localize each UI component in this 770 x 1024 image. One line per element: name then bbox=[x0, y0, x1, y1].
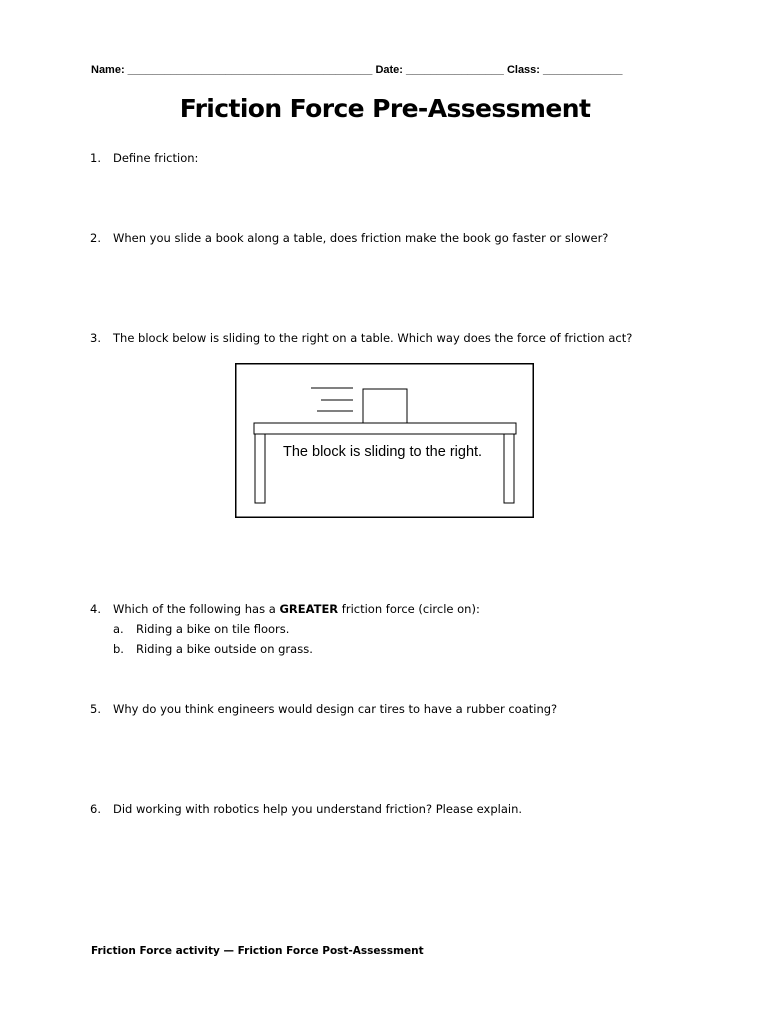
question-4 bbox=[90, 602, 480, 616]
figure-frame bbox=[236, 364, 534, 518]
figure-caption: The block is sliding to the right. bbox=[283, 444, 483, 460]
question-text: When you slide a book along a table, does friction make the book go faster or slower? bbox=[113, 231, 609, 245]
name-date-class-line: Name: ________________________________________ Date: ________________ Class: _____________ bbox=[91, 64, 623, 76]
option-text: Riding a bike outside on grass. bbox=[136, 642, 313, 656]
option-letter: b. bbox=[113, 642, 124, 656]
question-number: 5. bbox=[90, 702, 101, 716]
question-number: 4. bbox=[90, 602, 101, 616]
question-text-before: Which of the following has a bbox=[113, 602, 280, 616]
question-number: 3. bbox=[90, 331, 101, 345]
question-number: 6. bbox=[90, 802, 101, 816]
question-text-after: friction force (circle on): bbox=[338, 602, 480, 616]
question-text: Did working with robotics help you understand friction? Please explain. bbox=[113, 802, 523, 816]
page-footer: Friction Force activity — Friction Force Post-Assessment bbox=[91, 945, 424, 957]
page-title: Friction Force Pre-Assessment bbox=[179, 94, 591, 123]
question-2 bbox=[90, 231, 608, 245]
option-b bbox=[113, 642, 313, 656]
question-6 bbox=[90, 802, 522, 816]
question-number: 1. bbox=[90, 151, 101, 165]
question-text: The block below is sliding to the right on a table. Which way does the force of friction act? bbox=[113, 331, 633, 345]
table-top bbox=[254, 423, 516, 434]
question-3 bbox=[90, 331, 632, 345]
question-number: 2. bbox=[90, 231, 101, 245]
question-text-bold: GREATER bbox=[279, 602, 339, 616]
question-1 bbox=[90, 151, 198, 165]
question-5 bbox=[90, 702, 557, 716]
option-text: Riding a bike on tile floors. bbox=[136, 622, 290, 636]
question-text: Define friction: bbox=[113, 151, 199, 165]
block-on-table-figure bbox=[235, 363, 534, 518]
table-leg-left bbox=[255, 434, 265, 503]
question-text: Why do you think engineers would design car tires to have a rubber coating? bbox=[113, 702, 558, 716]
option-letter: a. bbox=[113, 622, 124, 636]
sliding-block bbox=[363, 389, 407, 423]
table-leg-right bbox=[504, 434, 514, 503]
option-a bbox=[113, 622, 289, 636]
